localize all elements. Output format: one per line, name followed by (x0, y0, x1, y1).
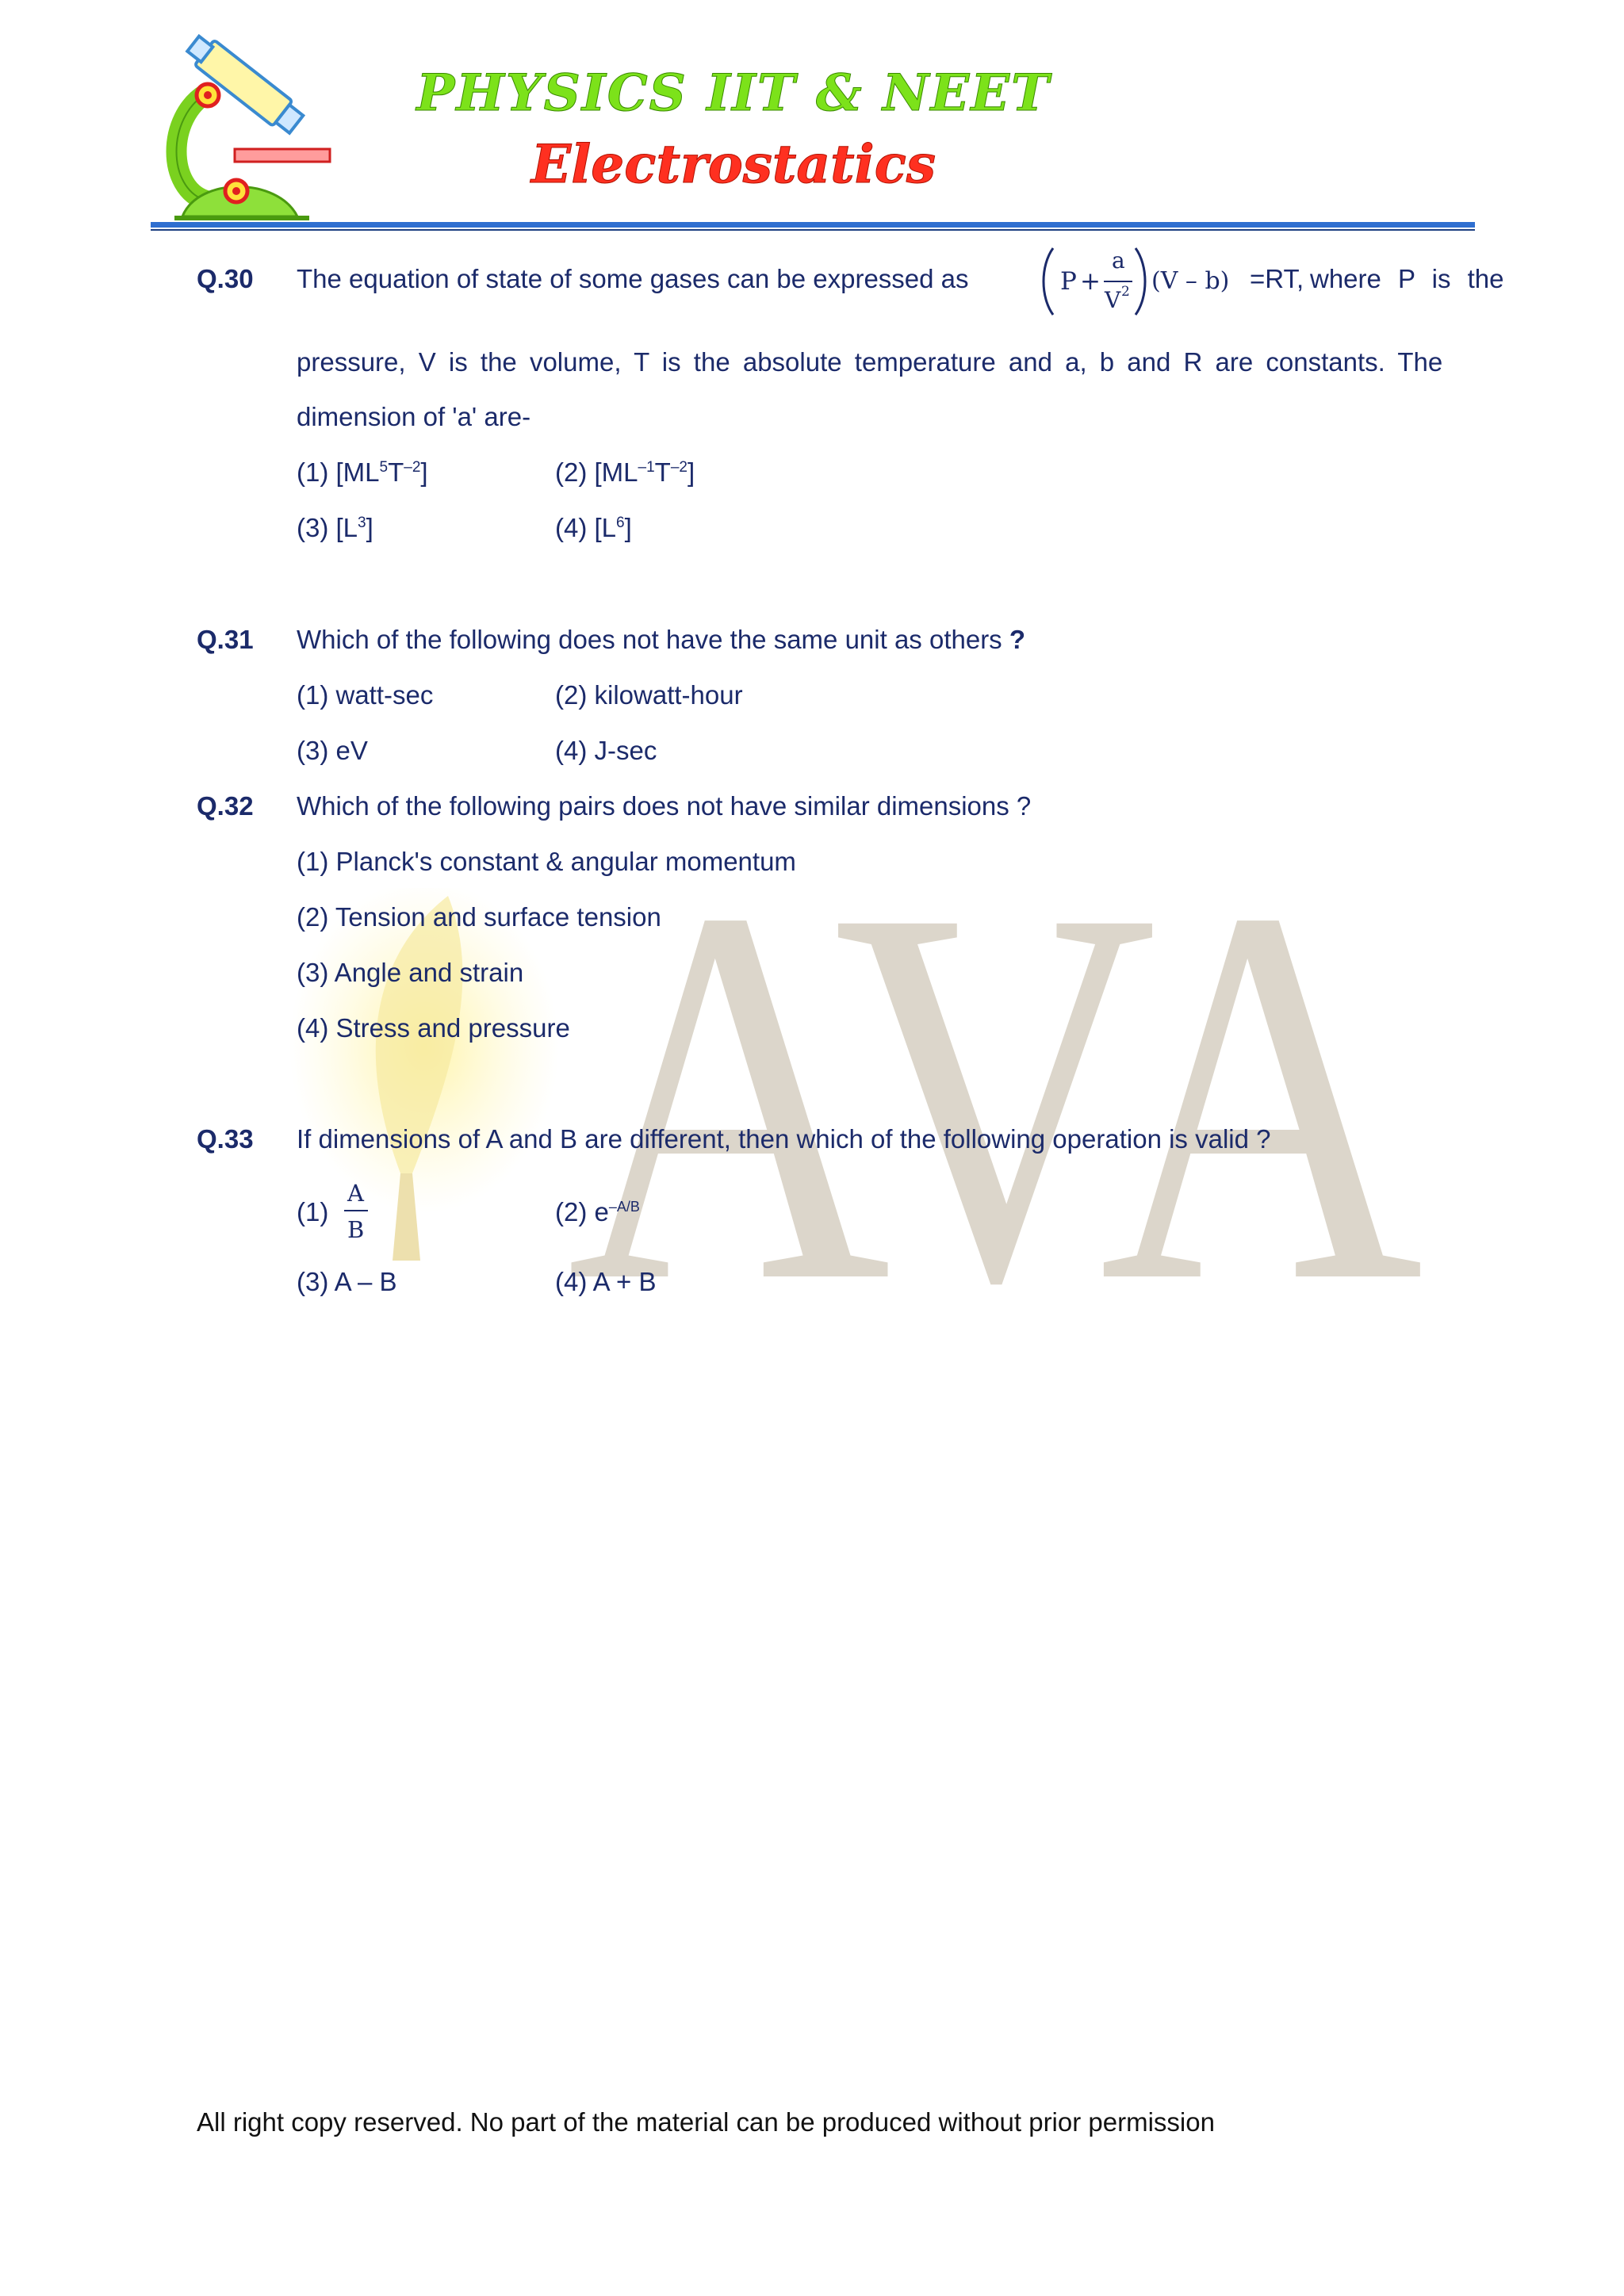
option-end: ] (687, 457, 695, 487)
microscope-icon (159, 30, 341, 228)
formula-rhs: =RT, (1250, 264, 1304, 293)
question-text-line2-content: pressure, V is the volume, T is the absolute temperature and a, b and R are constants. The (297, 347, 1443, 377)
formula-p: P (1060, 267, 1077, 296)
formula-plus: + (1080, 267, 1101, 296)
formula-factor: (V – b) (1151, 267, 1230, 295)
option-1[interactable] (297, 457, 428, 488)
option-1-denominator: B (347, 1216, 365, 1243)
option-1[interactable] (297, 1197, 328, 1227)
question-text-line3: dimension of 'a' are- (297, 402, 531, 431)
option-label: (3) [L (297, 513, 358, 542)
option-end: ] (624, 513, 632, 542)
option-4[interactable]: (4) A + B (555, 1267, 657, 1296)
option-3[interactable] (297, 513, 373, 543)
question-text: Which of the following pairs does not have similar dimensions ? (297, 791, 1032, 821)
option-end: ] (366, 513, 373, 542)
question-number: Q.30 (197, 264, 254, 293)
option-mid: T (388, 457, 404, 487)
question-text (297, 625, 1025, 655)
formula-denominator: V (1105, 287, 1121, 313)
option-4[interactable]: (4) Stress and pressure (297, 1013, 570, 1043)
option-mid: T (654, 457, 671, 487)
formula-numerator: a (1112, 247, 1125, 274)
option-exp: –2 (404, 459, 421, 476)
question-text-content: Which of the following does not have the same unit as others (297, 625, 1002, 654)
option-4[interactable] (555, 513, 632, 543)
option-exp: 5 (379, 459, 389, 476)
option-1[interactable]: (1) watt-sec (297, 680, 434, 710)
option-2[interactable] (555, 457, 695, 488)
option-label: (1) (297, 1197, 329, 1226)
option-label: (1) [ML (297, 457, 380, 487)
watermark (282, 888, 1423, 1300)
option-exp: 6 (616, 515, 625, 531)
page-header-title: PHYSICS IIT & NEET (416, 63, 1051, 123)
option-2[interactable]: (2) Tension and surface tension (297, 902, 661, 932)
option-1-numerator: A (347, 1180, 364, 1207)
question-text: If dimensions of A and B are different, then which of the following operation is valid ? (297, 1124, 1271, 1154)
watermark-text: AVA (567, 888, 1423, 1300)
formula-denominator-exp: 2 (1121, 284, 1130, 300)
question-number: Q.32 (197, 791, 254, 821)
fraction-bar (344, 1210, 368, 1211)
question-text: The equation of state of some gases can be expressed as (297, 264, 969, 293)
option-3[interactable]: (3) A – B (297, 1267, 397, 1296)
question-number: Q.31 (197, 625, 254, 654)
option-3[interactable]: (3) eV (297, 736, 368, 765)
option-2[interactable] (555, 1197, 640, 1227)
option-3[interactable]: (3) Angle and strain (297, 958, 524, 987)
option-label: (4) [L (555, 513, 617, 542)
copyright-footer: All right copy reserved. No part of the material can be produced without prior permission (197, 2107, 1215, 2137)
option-label: (2) [ML (555, 457, 638, 487)
option-1[interactable]: (1) Planck's constant & angular momentum (297, 847, 796, 876)
question-mark: ? (1009, 625, 1026, 654)
option-exp: –1 (638, 459, 655, 476)
option-4[interactable]: (4) J-sec (555, 736, 657, 765)
header-divider (151, 222, 1475, 228)
feather-pen-icon (289, 888, 559, 1261)
option-exp: 3 (358, 515, 366, 531)
page-header-subtitle: Electrostatics (530, 133, 936, 195)
option-end: ] (420, 457, 428, 487)
text-after-formula: where P is the (1310, 264, 1504, 293)
option-label: (2) e (555, 1197, 609, 1226)
header-divider-thin (151, 229, 1475, 231)
option-2[interactable]: (2) kilowatt-hour (555, 680, 743, 710)
option-exp: –2 (670, 459, 688, 476)
option-exp: –A/B (608, 1199, 640, 1215)
question-text-after-formula (1310, 264, 1504, 294)
question-number: Q.33 (197, 1124, 254, 1154)
question-text-line2 (297, 347, 1496, 377)
